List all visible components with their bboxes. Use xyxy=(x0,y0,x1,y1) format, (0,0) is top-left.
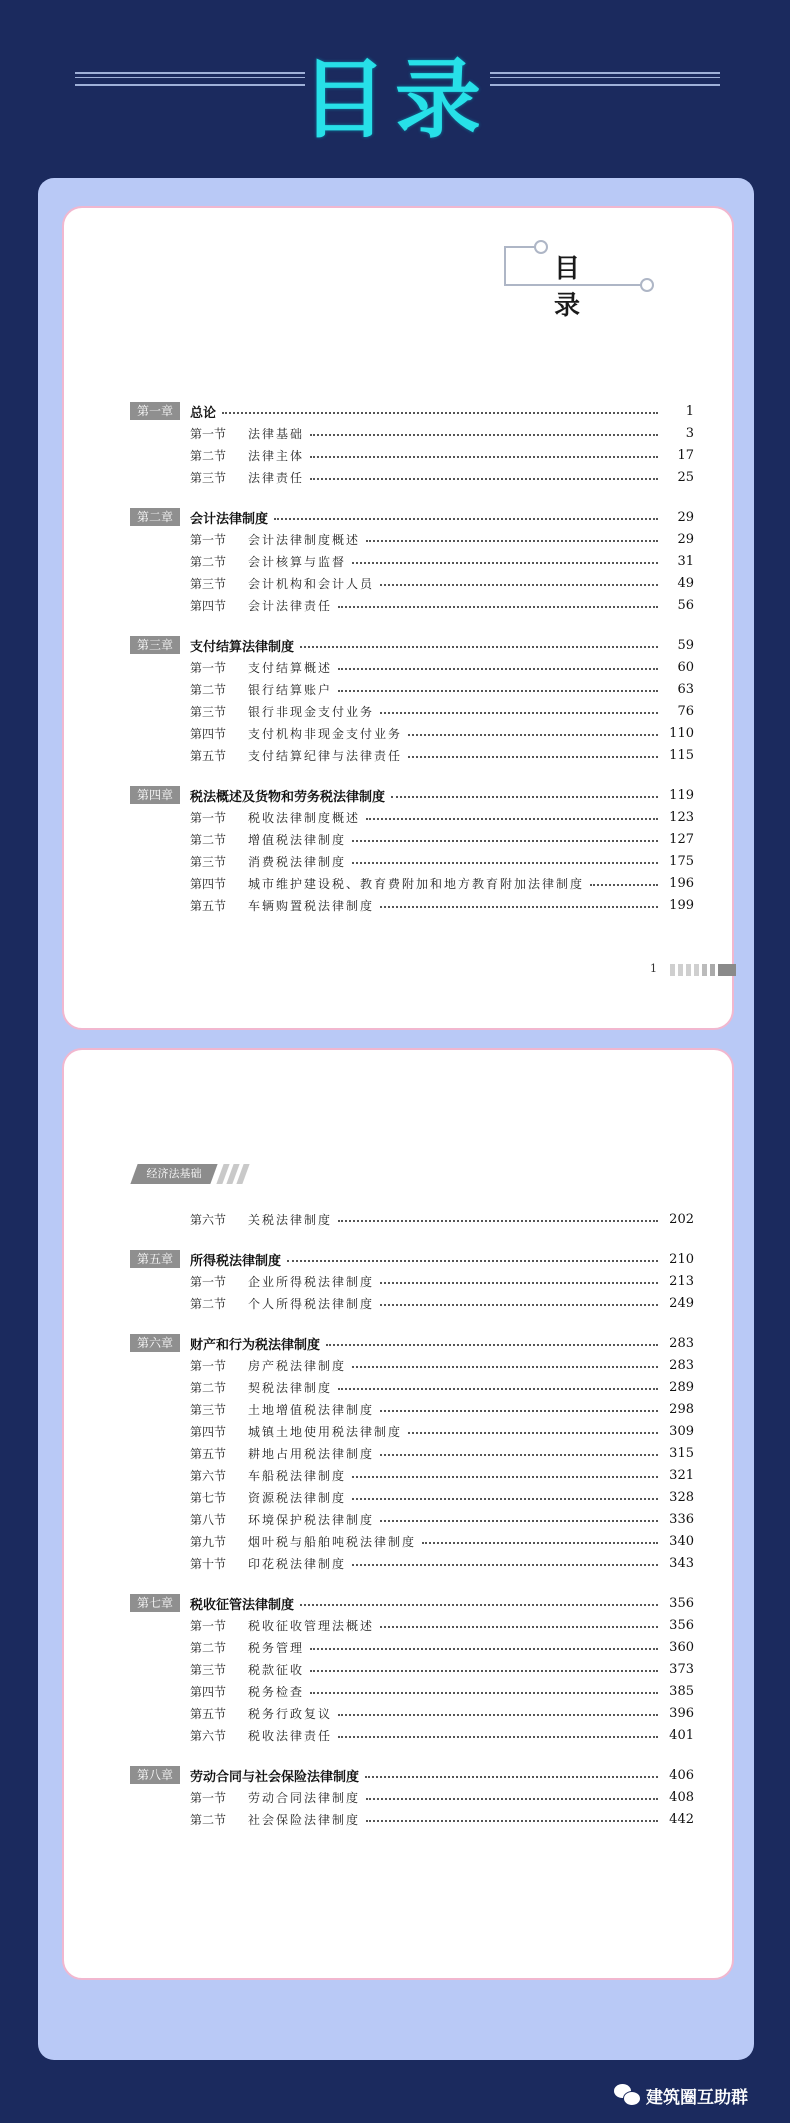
section-title: 耕地占用税法律制度 xyxy=(248,1446,375,1461)
toc-heading: 目 录 xyxy=(554,254,595,321)
leader-dots xyxy=(338,1736,658,1738)
section-number: 第四节 xyxy=(190,876,227,891)
chapter-badge: 第五章 xyxy=(130,1250,180,1268)
toc-section-entry[interactable] xyxy=(130,1724,694,1746)
section-title: 会计法律责任 xyxy=(248,598,333,613)
section-number: 第八节 xyxy=(190,1512,227,1527)
section-title: 城市维护建设税、教育费附加和地方教育附加法律制度 xyxy=(248,876,585,891)
leader-dots xyxy=(352,1564,658,1566)
toc-section-entry[interactable] xyxy=(130,572,694,594)
chapter-badge: 第六章 xyxy=(130,1334,180,1352)
section-title: 烟叶税与船舶吨税法律制度 xyxy=(248,1534,417,1549)
chapter-badge: 第四章 xyxy=(130,786,180,804)
leader-dots xyxy=(310,478,658,480)
toc-continued-sections xyxy=(130,1208,694,1230)
section-number: 第九节 xyxy=(190,1534,227,1549)
page-number: 336 xyxy=(669,1511,694,1527)
page-number: 175 xyxy=(669,853,694,869)
section-title: 法律基础 xyxy=(248,426,305,441)
leader-dots xyxy=(352,1498,658,1500)
page-number: 1 xyxy=(685,403,694,419)
leader-dots xyxy=(310,1648,658,1650)
section-number: 第二节 xyxy=(190,1640,227,1655)
page-number: 408 xyxy=(669,1789,694,1805)
leader-dots xyxy=(380,1282,658,1284)
chapter-title: 税收征管法律制度 xyxy=(190,1597,295,1613)
leader-dots xyxy=(380,1304,658,1306)
section-number: 第三节 xyxy=(190,704,227,719)
section-title: 关税法律制度 xyxy=(248,1212,333,1227)
section-title: 契税法律制度 xyxy=(248,1380,333,1395)
page-number: 3 xyxy=(685,425,694,441)
leader-dots xyxy=(366,818,658,820)
page-number: 283 xyxy=(669,1335,694,1351)
page-number: 29 xyxy=(677,531,694,547)
section-title: 资源税法律制度 xyxy=(248,1490,347,1505)
decorative-lines-left xyxy=(75,72,305,86)
section-title: 增值税法律制度 xyxy=(248,832,347,847)
section-title: 城镇土地使用税法律制度 xyxy=(248,1424,403,1439)
section-number: 第三节 xyxy=(190,854,227,869)
toc-section-entry[interactable] xyxy=(130,894,694,916)
toc-chapter-entry[interactable] xyxy=(130,784,694,806)
section-number: 第四节 xyxy=(190,1684,227,1699)
section-title: 法律责任 xyxy=(248,470,305,485)
toc-section-entry[interactable] xyxy=(130,422,694,444)
toc-section-entry[interactable] xyxy=(130,444,694,466)
leader-dots xyxy=(352,862,658,864)
section-title: 个人所得税法律制度 xyxy=(248,1296,375,1311)
toc-page-2 xyxy=(62,1048,734,1980)
toc-chapter xyxy=(130,1764,694,1830)
section-title: 土地增值税法律制度 xyxy=(248,1402,375,1417)
chapter-title: 总论 xyxy=(190,405,217,421)
leader-dots xyxy=(422,1542,658,1544)
section-number: 第一节 xyxy=(190,426,227,441)
page-number: 328 xyxy=(669,1489,694,1505)
chapter-title: 财产和行为税法律制度 xyxy=(190,1337,321,1353)
leader-dots xyxy=(366,1820,658,1822)
toc-section-entry[interactable] xyxy=(130,1398,694,1420)
page-folio xyxy=(650,964,736,978)
toc-section-entry[interactable] xyxy=(130,1702,694,1724)
toc-chapter-entry[interactable] xyxy=(130,1592,694,1614)
toc-chapter xyxy=(130,1248,694,1314)
section-title: 支付机构非现金支付业务 xyxy=(248,726,403,741)
page-number: 321 xyxy=(669,1467,694,1483)
section-title: 房产税法律制度 xyxy=(248,1358,347,1373)
page-number: 249 xyxy=(669,1295,694,1311)
section-title: 环境保护税法律制度 xyxy=(248,1512,375,1527)
section-title: 税务行政复议 xyxy=(248,1706,333,1721)
section-title: 消费税法律制度 xyxy=(248,854,347,869)
section-title: 会计法律制度概述 xyxy=(248,532,361,547)
section-number: 第六节 xyxy=(190,1468,227,1483)
leader-dots xyxy=(287,1260,658,1262)
toc-chapter xyxy=(130,506,694,616)
toc-section-entry[interactable] xyxy=(130,1614,694,1636)
toc-section-entry[interactable] xyxy=(130,1658,694,1680)
toc-section-entry[interactable] xyxy=(130,1486,694,1508)
page-number: 31 xyxy=(677,553,694,569)
page-number: 110 xyxy=(669,725,694,741)
leader-dots xyxy=(338,1388,658,1390)
toc-section-entry[interactable] xyxy=(130,1420,694,1442)
toc-chapter xyxy=(130,634,694,766)
page-number: 60 xyxy=(677,659,694,675)
toc-chapter-entry[interactable] xyxy=(130,1764,694,1786)
toc-chapter-entry[interactable] xyxy=(130,634,694,656)
chapter-title: 税法概述及货物和劳务税法律制度 xyxy=(190,789,386,805)
toc-section-entry[interactable] xyxy=(130,1376,694,1398)
page-number: 56 xyxy=(677,597,694,613)
toc-chapter xyxy=(130,400,694,488)
section-number: 第一节 xyxy=(190,660,227,675)
page-number: 202 xyxy=(669,1211,694,1227)
toc-section-entry[interactable] xyxy=(130,872,694,894)
toc-list xyxy=(130,1208,694,1848)
section-title: 税收法律制度概述 xyxy=(248,810,361,825)
toc-section-entry[interactable] xyxy=(130,466,694,488)
leader-dots xyxy=(380,712,658,714)
page-number: 17 xyxy=(677,447,694,463)
watermark-text: 建筑圈互助群 xyxy=(646,2087,748,2108)
toc-section-entry[interactable] xyxy=(130,1208,694,1230)
section-number: 第五节 xyxy=(190,898,227,913)
page-title: 目录 xyxy=(301,50,489,150)
header xyxy=(0,0,790,180)
running-head xyxy=(134,1164,246,1184)
section-number: 第二节 xyxy=(190,682,227,697)
toc-chapter-entry[interactable] xyxy=(130,1248,694,1270)
section-number: 第一节 xyxy=(190,1358,227,1373)
section-number: 第十节 xyxy=(190,1556,227,1571)
section-title: 劳动合同法律制度 xyxy=(248,1790,361,1805)
section-title: 车船税法律制度 xyxy=(248,1468,347,1483)
section-number: 第一节 xyxy=(190,1274,227,1289)
leader-dots xyxy=(310,1692,658,1694)
leader-dots xyxy=(408,756,658,758)
section-number: 第五节 xyxy=(190,1706,227,1721)
toc-page-1 xyxy=(62,206,734,1030)
leader-dots xyxy=(300,1604,658,1606)
page-number: 213 xyxy=(669,1273,694,1289)
toc-section-entry[interactable] xyxy=(130,1292,694,1314)
leader-dots xyxy=(408,734,658,736)
leader-dots xyxy=(310,434,658,436)
section-title: 银行结算账户 xyxy=(248,682,333,697)
section-number: 第二节 xyxy=(190,1380,227,1395)
toc-section-entry[interactable] xyxy=(130,678,694,700)
running-head-text: 经济法基础 xyxy=(146,1167,202,1180)
toc-section-entry[interactable] xyxy=(130,828,694,850)
section-title: 印花税法律制度 xyxy=(248,1556,347,1571)
section-title: 税收征收管理法概述 xyxy=(248,1618,375,1633)
section-number: 第二节 xyxy=(190,554,227,569)
leader-dots xyxy=(590,884,658,886)
leader-dots xyxy=(338,668,658,670)
toc-chapter xyxy=(130,1332,694,1574)
toc-chapter xyxy=(130,1592,694,1746)
section-title: 车辆购置税法律制度 xyxy=(248,898,375,913)
toc-section-entry[interactable] xyxy=(130,1442,694,1464)
chapter-title: 所得税法律制度 xyxy=(190,1253,282,1269)
page-number: 199 xyxy=(669,897,694,913)
toc-section-entry[interactable] xyxy=(130,1808,694,1830)
toc-section-entry[interactable] xyxy=(130,1270,694,1292)
section-number: 第一节 xyxy=(190,1618,227,1633)
section-title: 税务检查 xyxy=(248,1684,305,1699)
section-number: 第二节 xyxy=(190,832,227,847)
page-number: 283 xyxy=(669,1357,694,1373)
toc-section-entry[interactable] xyxy=(130,850,694,872)
page-number: 63 xyxy=(677,681,694,697)
page-number: 289 xyxy=(669,1379,694,1395)
page-number: 385 xyxy=(669,1683,694,1699)
section-number: 第二节 xyxy=(190,1296,227,1311)
chapter-badge: 第七章 xyxy=(130,1594,180,1612)
leader-dots xyxy=(365,1776,658,1778)
leader-dots xyxy=(391,796,658,798)
decorative-lines-right xyxy=(490,72,720,86)
toc-section-entry[interactable] xyxy=(130,550,694,572)
section-number: 第一节 xyxy=(190,1790,227,1805)
leader-dots xyxy=(338,1714,658,1716)
page-number: 309 xyxy=(669,1423,694,1439)
section-title: 法律主体 xyxy=(248,448,305,463)
leader-dots xyxy=(274,518,658,520)
page-number: 59 xyxy=(677,637,694,653)
page-number: 406 xyxy=(669,1767,694,1783)
leader-dots xyxy=(338,1220,658,1222)
section-number: 第六节 xyxy=(190,1728,227,1743)
page-number: 373 xyxy=(669,1661,694,1677)
section-number: 第四节 xyxy=(190,726,227,741)
toc-section-entry[interactable] xyxy=(130,1530,694,1552)
page-number: 442 xyxy=(669,1811,694,1827)
leader-dots xyxy=(300,646,658,648)
toc-section-entry[interactable] xyxy=(130,744,694,766)
leader-dots xyxy=(380,1454,658,1456)
toc-section-entry[interactable] xyxy=(130,528,694,550)
leader-dots xyxy=(310,456,658,458)
page-number: 29 xyxy=(677,509,694,525)
page-number: 343 xyxy=(669,1555,694,1571)
page-number: 360 xyxy=(669,1639,694,1655)
section-number: 第二节 xyxy=(190,1812,227,1827)
toc-section-entry[interactable] xyxy=(130,1354,694,1376)
page-number: 127 xyxy=(669,831,694,847)
page-number: 76 xyxy=(677,703,694,719)
section-number: 第四节 xyxy=(190,598,227,613)
chapter-badge: 第三章 xyxy=(130,636,180,654)
section-number: 第七节 xyxy=(190,1490,227,1505)
section-number: 第一节 xyxy=(190,810,227,825)
section-number: 第三节 xyxy=(190,1662,227,1677)
leader-dots xyxy=(326,1344,658,1346)
leader-dots xyxy=(310,1670,658,1672)
page-number: 315 xyxy=(669,1445,694,1461)
page-number: 123 xyxy=(669,809,694,825)
toc-chapter-entry[interactable] xyxy=(130,506,694,528)
leader-dots xyxy=(352,562,658,564)
leader-dots xyxy=(366,540,658,542)
toc-section-entry[interactable] xyxy=(130,700,694,722)
section-title: 会计核算与监督 xyxy=(248,554,347,569)
leader-dots xyxy=(380,1626,658,1628)
leader-dots xyxy=(408,1432,658,1434)
leader-dots xyxy=(366,1798,658,1800)
section-number: 第六节 xyxy=(190,1212,227,1227)
page-number: 119 xyxy=(669,787,694,803)
watermark xyxy=(614,2080,748,2110)
toc-section-entry[interactable] xyxy=(130,1508,694,1530)
page-number: 340 xyxy=(669,1533,694,1549)
page-number: 298 xyxy=(669,1401,694,1417)
chapter-title: 会计法律制度 xyxy=(190,511,269,527)
leader-dots xyxy=(338,690,658,692)
section-title: 银行非现金支付业务 xyxy=(248,704,375,719)
leader-dots xyxy=(352,1476,658,1478)
toc-chapter-entry[interactable] xyxy=(130,1332,694,1354)
leader-dots xyxy=(380,1410,658,1412)
toc-section-entry[interactable] xyxy=(130,722,694,744)
section-title: 支付结算概述 xyxy=(248,660,333,675)
section-number: 第三节 xyxy=(190,1402,227,1417)
toc-chapter-entry[interactable] xyxy=(130,400,694,422)
page-number: 49 xyxy=(677,575,694,591)
leader-dots xyxy=(380,906,658,908)
leader-dots xyxy=(352,1366,658,1368)
toc-section-entry[interactable] xyxy=(130,656,694,678)
section-number: 第三节 xyxy=(190,470,227,485)
toc-section-entry[interactable] xyxy=(130,594,694,616)
wechat-icon xyxy=(614,2084,640,2106)
section-number: 第三节 xyxy=(190,576,227,591)
leader-dots xyxy=(352,840,658,842)
toc-section-entry[interactable] xyxy=(130,1464,694,1486)
toc-section-entry[interactable] xyxy=(130,1680,694,1702)
toc-chapter xyxy=(130,784,694,916)
chapter-title: 支付结算法律制度 xyxy=(190,639,295,655)
section-title: 社会保险法律制度 xyxy=(248,1812,361,1827)
page-number: 196 xyxy=(669,875,694,891)
leader-dots xyxy=(222,412,658,414)
section-title: 支付结算纪律与法律责任 xyxy=(248,748,403,763)
toc-section-entry[interactable] xyxy=(130,1636,694,1658)
section-number: 第五节 xyxy=(190,748,227,763)
chapter-badge: 第八章 xyxy=(130,1766,180,1784)
page-number: 210 xyxy=(669,1251,694,1267)
page-number: 356 xyxy=(669,1617,694,1633)
leader-dots xyxy=(338,606,658,608)
section-number: 第四节 xyxy=(190,1424,227,1439)
toc-section-entry[interactable] xyxy=(130,806,694,828)
page-number: 115 xyxy=(669,747,694,763)
page-number: 401 xyxy=(669,1727,694,1743)
section-number: 第二节 xyxy=(190,448,227,463)
section-title: 税收法律责任 xyxy=(248,1728,333,1743)
chapter-title: 劳动合同与社会保险法律制度 xyxy=(190,1769,360,1785)
section-title: 企业所得税法律制度 xyxy=(248,1274,375,1289)
page-number: 356 xyxy=(669,1595,694,1611)
folio-number: 1 xyxy=(650,962,657,975)
leader-dots xyxy=(380,1520,658,1522)
section-title: 会计机构和会计人员 xyxy=(248,576,375,591)
section-number: 第五节 xyxy=(190,1446,227,1461)
leader-dots xyxy=(380,584,658,586)
section-title: 税务管理 xyxy=(248,1640,305,1655)
toc-list xyxy=(130,400,694,934)
chapter-badge: 第二章 xyxy=(130,508,180,526)
toc-section-entry[interactable] xyxy=(130,1552,694,1574)
chapter-badge: 第一章 xyxy=(130,402,180,420)
section-number: 第一节 xyxy=(190,532,227,547)
page-number: 396 xyxy=(669,1705,694,1721)
page-number: 25 xyxy=(677,469,694,485)
section-title: 税款征收 xyxy=(248,1662,305,1677)
toc-heading-frame xyxy=(504,240,654,321)
toc-section-entry[interactable] xyxy=(130,1786,694,1808)
